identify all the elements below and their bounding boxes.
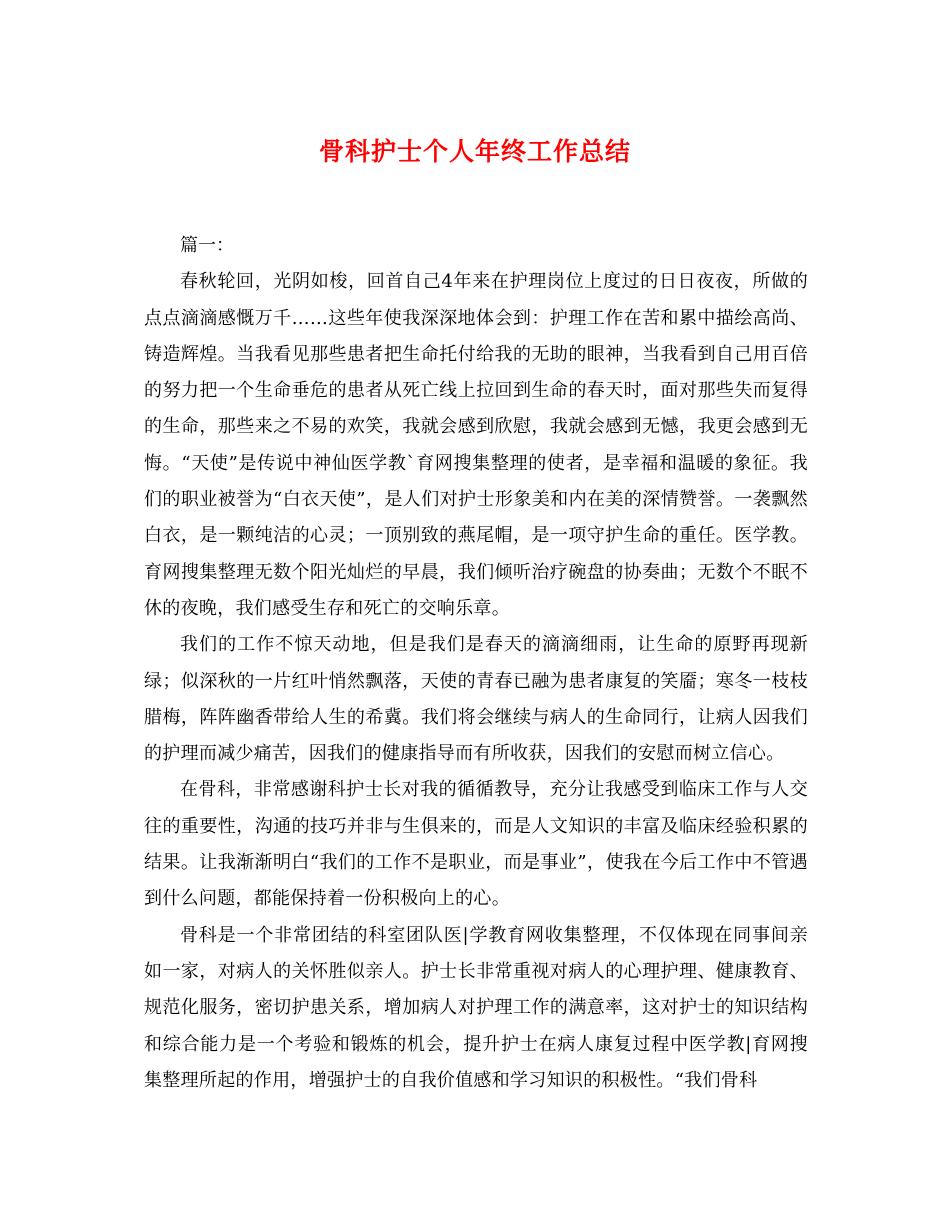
section-label: 篇一： (180, 235, 234, 256)
paragraph-3: 在骨科，非常感谢科护士长对我的循循教导，充分让我感受到临床工作与人交往的重要性，沟通的技巧并非与生俱来的，而是人文知识的丰富及临床经验积累的结果。让我渐渐明白“我们的工作不是职业，而是事业”，使我在今后工作中不管遇到什么问题，都能保持着一份积极向上的心。 (144, 779, 808, 910)
paragraph-4: 骨科是一个非常团结的科室团队医|学教育网收集整理，不仅体现在同事间亲如一家，对病人的关怀胜似亲人。护士长非常重视对病人的心理护理、健康教育、规范化服务，密切护患关系，增加病人对护理工作的满意率，这对护士的知识结构和综合能力是一个考验和锻炼的机会，提升护士在病人康复过程中医学教|育网搜集整理所起的作用，增强护士的自我价值感和学习知识的积极性。“我们骨科 (144, 924, 808, 1091)
document-title: 骨科护士个人年终工作总结 (318, 137, 631, 166)
paragraph-2: 我们的工作不惊天动地，但是我们是春天的滴滴细雨，让生命的原野再现新绿；似深秋的一片红叶悄然飘落，天使的青春已融为患者康复的笑靥；寒冬一枝枝腊梅，阵阵幽香带给人生的希冀。我们将会继续与病人的生命同行，让病人因我们的护理而减少痛苦，因我们的健康指导而有所收获，因我们的安慰而树立信心。 (144, 634, 808, 765)
paragraph-1: 春秋轮回，光阴如梭，回首自己4年来在护理岗位上度过的日日夜夜，所做的点点滴滴感慨万千……这些年使我深深地体会到：护理工作在苦和累中描绘高尚、铸造辉煌。当我看见那些患者把生命托付给我的无助的眼神，当我看到自己用百倍的努力把一个生命垂危的患者从死亡线上拉回到生命的春天时，面对那些失而复得的生命，那些来之不易的欢笑，我就会感到欣慰，我就会感到无憾，我更会感到无悔。“天使”是传说中神仙医学教`育网搜集整理的使者，是幸福和温暖的象征。我们的职业被誉为“白衣天使”，是人们对护士形象美和内在美的深情赞誉。一袭飘然白衣，是一颗纯洁的心灵；一顶别致的燕尾帽，是一项守护生命的重任。医学教。育网搜集整理无数个阳光灿烂的早晨，我们倾听治疗碗盘的协奏曲；无数个不眠不休的夜晚，我们感受生存和死亡的交响乐章。 (144, 271, 808, 619)
document-body (144, 228, 808, 1099)
